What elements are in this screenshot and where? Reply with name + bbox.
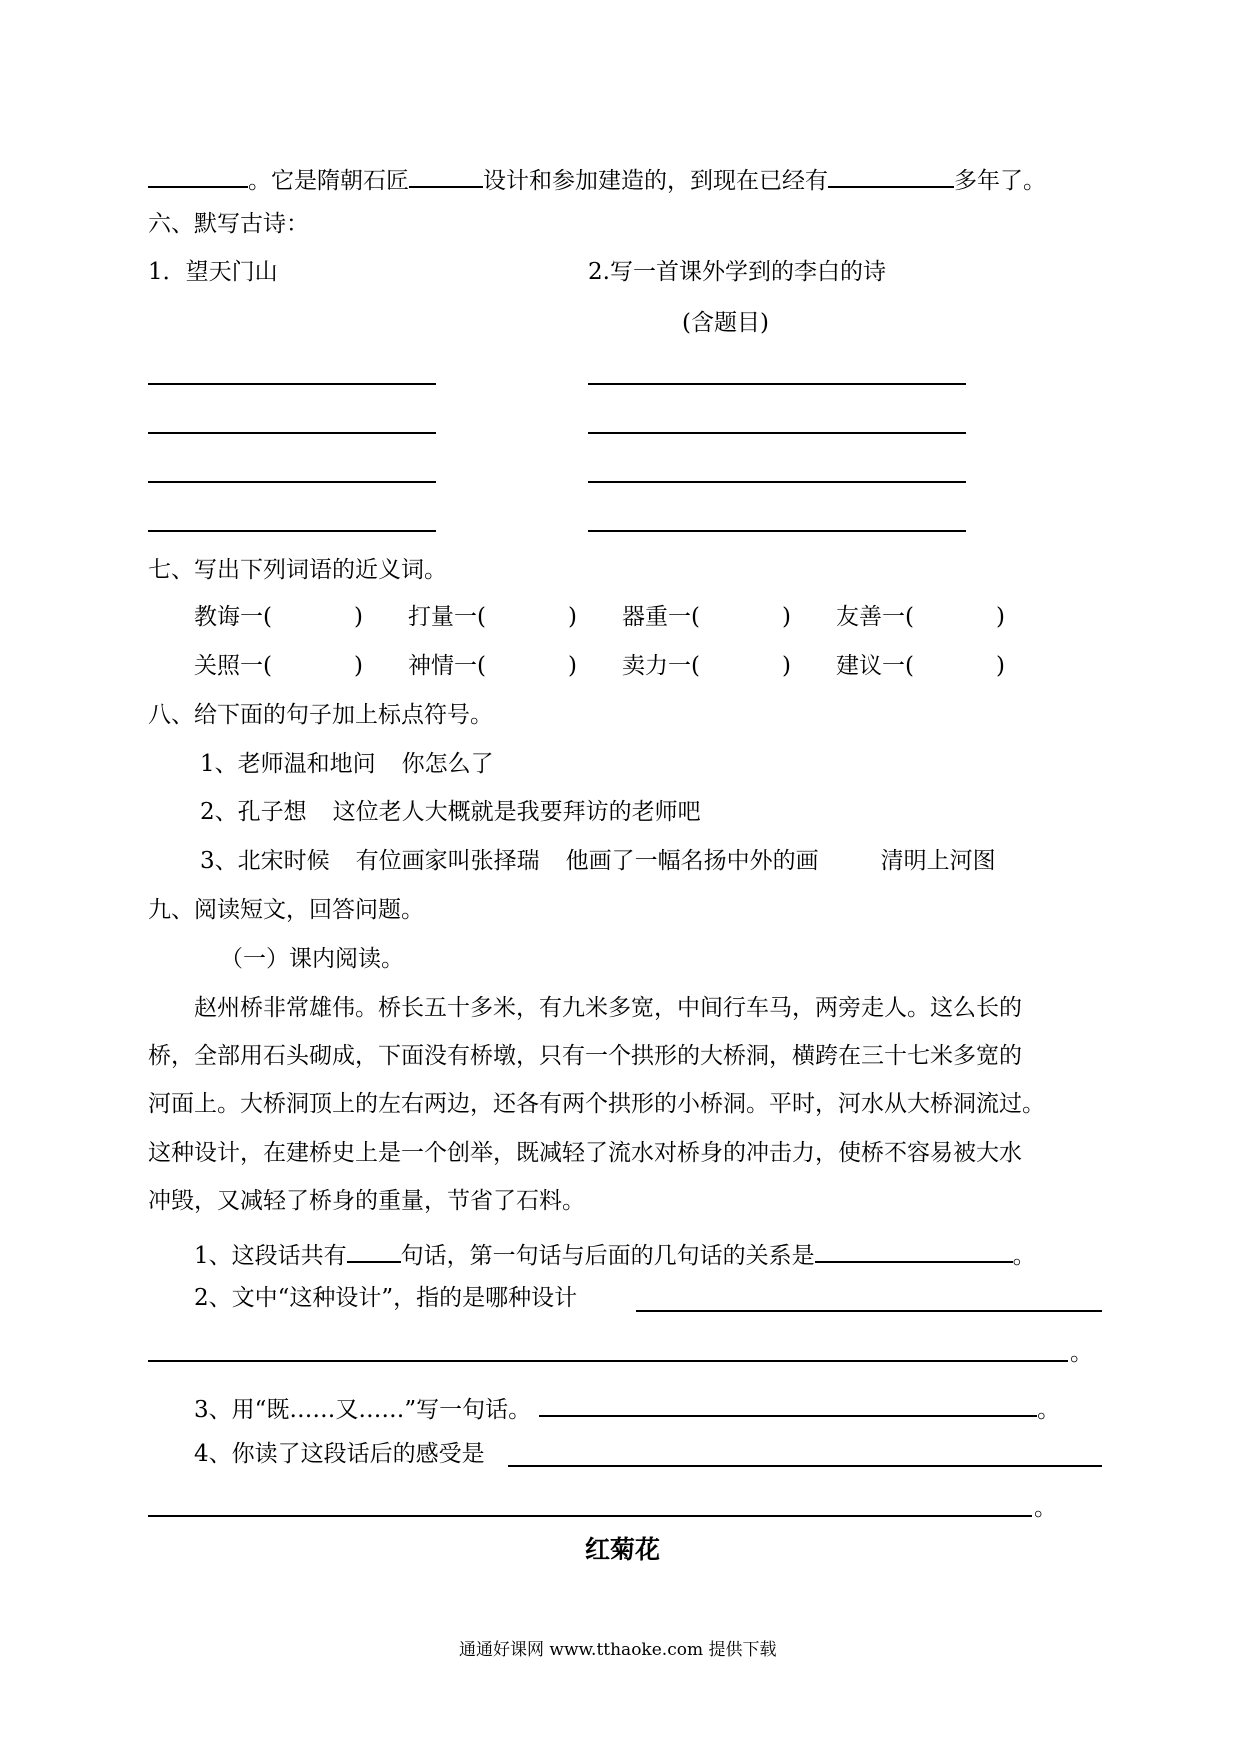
close-paren: ) bbox=[781, 604, 791, 630]
synonym-item[interactable] bbox=[836, 655, 1005, 678]
poem-1-line[interactable] bbox=[148, 530, 436, 532]
synonym-item[interactable] bbox=[622, 606, 791, 629]
poem-1-line[interactable] bbox=[148, 383, 436, 385]
close-paren: ) bbox=[781, 653, 791, 679]
text-segment: 他画了一幅名扬中外的画 bbox=[565, 848, 819, 874]
question-3 bbox=[194, 1393, 1060, 1422]
text-segment: 多年了。 bbox=[954, 168, 1046, 194]
reading-paragraph-line: 这种设计，在建桥史上是一个创举，既减轻了流水对桥身的冲击力，使桥不容易被大水 bbox=[148, 1140, 1022, 1166]
text-segment: 这位老人大概就是我要拜访的老师吧 bbox=[332, 799, 701, 825]
blank[interactable] bbox=[539, 1393, 1037, 1417]
punct-sentence-2[interactable] bbox=[200, 801, 701, 824]
section-6-heading: 六、默写古诗： bbox=[148, 211, 309, 237]
period: 。 bbox=[1070, 1340, 1093, 1366]
poem-2-line[interactable] bbox=[588, 481, 966, 483]
synonym-word: 打量一( bbox=[408, 604, 486, 630]
reading-paragraph-line: 河面上。大桥洞顶上的左右两边，还各有两个拱形的小桥洞。平时，河水从大桥洞流过。 bbox=[148, 1091, 1045, 1117]
synonym-word: 卖力一( bbox=[622, 653, 700, 679]
section-8-heading: 八、给下面的句子加上标点符号。 bbox=[148, 702, 493, 728]
poem-2-prompt: 2.写一首课外学到的李白的诗 bbox=[588, 259, 886, 285]
footer: 通通好课网 www.tthaoke.com 提供下载 bbox=[459, 1640, 777, 1660]
section-9-heading: 九、阅读短文，回答问题。 bbox=[148, 897, 424, 923]
question-1 bbox=[194, 1239, 1036, 1268]
text-segment: 。 bbox=[1037, 1397, 1061, 1423]
poem-2-line[interactable] bbox=[588, 432, 966, 434]
answer-line[interactable] bbox=[148, 1515, 1032, 1517]
text-segment: 2、孔子想 bbox=[200, 799, 307, 825]
synonym-item[interactable] bbox=[408, 606, 577, 629]
question-4: 4、你读了这段话后的感受是 bbox=[194, 1441, 485, 1467]
synonym-word: 友善一( bbox=[836, 604, 914, 630]
text-segment: 有位画家叫张择瑞 bbox=[355, 848, 540, 874]
blank[interactable] bbox=[828, 164, 954, 188]
answer-line[interactable] bbox=[148, 1360, 1068, 1362]
poem-1-line[interactable] bbox=[148, 432, 436, 434]
blank[interactable] bbox=[347, 1239, 401, 1263]
passage-title: 红菊花 bbox=[585, 1535, 661, 1564]
text-segment: 设计和参加建造的，到现在已经有 bbox=[483, 168, 828, 194]
poem-2-line[interactable] bbox=[588, 530, 966, 532]
blank[interactable] bbox=[815, 1239, 1013, 1263]
close-paren: ) bbox=[353, 653, 363, 679]
punct-sentence-3[interactable] bbox=[200, 850, 996, 873]
text-segment: 清明上河图 bbox=[880, 848, 996, 874]
text-segment: 3、用“既……又……”写一句话。 bbox=[194, 1397, 532, 1423]
synonym-word: 神情一( bbox=[408, 653, 486, 679]
reading-paragraph-line: 赵州桥非常雄伟。桥长五十多米，有九米多宽，中间行车马，两旁走人。这么长的 bbox=[194, 995, 1022, 1021]
synonym-word: 建议一( bbox=[836, 653, 914, 679]
blank[interactable] bbox=[148, 164, 248, 188]
text-segment: 。它是隋朝石匠 bbox=[248, 168, 409, 194]
close-paren: ) bbox=[567, 604, 577, 630]
reading-paragraph-line: 桥，全部用石头砌成，下面没有桥墩，只有一个拱形的大桥洞，横跨在三十七米多宽的 bbox=[148, 1043, 1022, 1069]
text-segment: 你怎么了 bbox=[401, 751, 494, 777]
question-2: 2、文中“这种设计”，指的是哪种设计 bbox=[194, 1285, 578, 1311]
text-segment: 1、这段话共有 bbox=[194, 1243, 347, 1269]
synonym-item[interactable] bbox=[622, 655, 791, 678]
synonym-word: 器重一( bbox=[622, 604, 700, 630]
text-segment: 1、老师温和地问 bbox=[200, 751, 376, 777]
reading-paragraph-line: 冲毁，又减轻了桥身的重量，节省了石料。 bbox=[148, 1188, 585, 1214]
synonym-word: 关照一( bbox=[194, 653, 272, 679]
synonym-item[interactable] bbox=[194, 606, 363, 629]
synonym-item[interactable] bbox=[408, 655, 577, 678]
answer-line[interactable] bbox=[508, 1465, 1102, 1467]
close-paren: ) bbox=[567, 653, 577, 679]
poem-1-line[interactable] bbox=[148, 481, 436, 483]
section-7-heading: 七、写出下列词语的近义词。 bbox=[148, 557, 447, 583]
blank[interactable] bbox=[409, 164, 483, 188]
answer-line[interactable] bbox=[636, 1310, 1102, 1312]
punct-sentence-1[interactable] bbox=[200, 753, 494, 776]
period: 。 bbox=[1034, 1495, 1057, 1521]
close-paren: ) bbox=[995, 604, 1005, 630]
text-segment: 。 bbox=[1012, 1243, 1036, 1269]
close-paren: ) bbox=[995, 653, 1005, 679]
synonym-item[interactable] bbox=[836, 606, 1005, 629]
poem-1-title: 1．望天门山 bbox=[148, 259, 278, 285]
intro-fill-line bbox=[148, 164, 1046, 193]
synonym-item[interactable] bbox=[194, 655, 363, 678]
close-paren: ) bbox=[353, 604, 363, 630]
text-segment: 句话，第一句话与后面的几句话的关系是 bbox=[400, 1243, 815, 1269]
text-segment: 3、北宋时候 bbox=[200, 848, 330, 874]
synonym-word: 教诲一( bbox=[194, 604, 272, 630]
poem-2-note: (含题目) bbox=[682, 310, 769, 336]
reading-subheading: （一）课内阅读。 bbox=[220, 946, 404, 972]
poem-2-line[interactable] bbox=[588, 383, 966, 385]
